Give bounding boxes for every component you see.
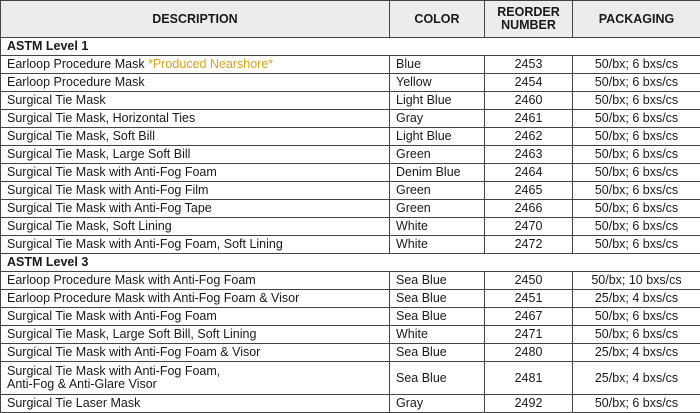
reorder-number-cell: 2450 bbox=[485, 272, 573, 290]
color-cell: White bbox=[390, 236, 485, 254]
table-row bbox=[1, 164, 700, 182]
table-row bbox=[1, 182, 700, 200]
table-row bbox=[1, 218, 700, 236]
table-row bbox=[1, 272, 700, 290]
description-cell bbox=[1, 362, 390, 395]
reorder-number-cell: 2480 bbox=[485, 344, 573, 362]
table-row bbox=[1, 74, 700, 92]
color-cell: Sea Blue bbox=[390, 308, 485, 326]
reorder-header-line2: NUMBER bbox=[501, 18, 556, 32]
reorder-number-cell: 2451 bbox=[485, 290, 573, 308]
packaging-cell: 50/bx; 6 bxs/cs bbox=[573, 128, 700, 146]
table-row bbox=[1, 92, 700, 110]
packaging-cell: 25/bx; 4 bxs/cs bbox=[573, 290, 700, 308]
color-header: COLOR bbox=[390, 1, 485, 38]
reorder-number-cell: 2467 bbox=[485, 308, 573, 326]
color-cell: Sea Blue bbox=[390, 272, 485, 290]
description-cell: Surgical Tie Mask bbox=[1, 92, 390, 110]
table-row bbox=[1, 362, 700, 395]
table-row bbox=[1, 290, 700, 308]
reorder-number-cell: 2481 bbox=[485, 362, 573, 395]
reorder-number-cell: 2471 bbox=[485, 326, 573, 344]
packaging-cell: 50/bx; 6 bxs/cs bbox=[573, 182, 700, 200]
color-cell: Gray bbox=[390, 110, 485, 128]
table-row bbox=[1, 326, 700, 344]
packaging-cell: 50/bx; 6 bxs/cs bbox=[573, 395, 700, 413]
color-cell: Blue bbox=[390, 56, 485, 74]
table-row bbox=[1, 200, 700, 218]
packaging-cell: 50/bx; 6 bxs/cs bbox=[573, 110, 700, 128]
reorder-number-cell: 2454 bbox=[485, 74, 573, 92]
packaging-cell: 50/bx; 6 bxs/cs bbox=[573, 218, 700, 236]
description-cell: Surgical Tie Mask, Horizontal Ties bbox=[1, 110, 390, 128]
description-cell: Surgical Tie Mask with Anti-Fog Tape bbox=[1, 200, 390, 218]
reorder-number-cell: 2470 bbox=[485, 218, 573, 236]
packaging-cell: 50/bx; 6 bxs/cs bbox=[573, 236, 700, 254]
table-row bbox=[1, 395, 700, 413]
packaging-cell: 50/bx; 6 bxs/cs bbox=[573, 326, 700, 344]
description-cell: Surgical Tie Mask with Anti-Fog Foam, Soft Lining bbox=[1, 236, 390, 254]
packaging-cell: 50/bx; 6 bxs/cs bbox=[573, 74, 700, 92]
color-cell: White bbox=[390, 218, 485, 236]
reorder-number-cell: 2462 bbox=[485, 128, 573, 146]
description-cell: Surgical Tie Mask, Large Soft Bill bbox=[1, 146, 390, 164]
packaging-cell: 50/bx; 10 bxs/cs bbox=[573, 272, 700, 290]
description-cell: Earloop Procedure Mask bbox=[1, 74, 390, 92]
packaging-cell: 50/bx; 6 bxs/cs bbox=[573, 56, 700, 74]
reorder-header-line1: REORDER bbox=[497, 5, 560, 19]
color-cell: Sea Blue bbox=[390, 290, 485, 308]
table-row bbox=[1, 146, 700, 164]
header-row bbox=[1, 1, 700, 38]
description-cell: Surgical Tie Mask, Soft Bill bbox=[1, 128, 390, 146]
reorder-number-cell: 2461 bbox=[485, 110, 573, 128]
section-row bbox=[1, 38, 700, 56]
color-cell: Denim Blue bbox=[390, 164, 485, 182]
description-cell bbox=[1, 56, 390, 74]
table-row bbox=[1, 56, 700, 74]
description-text: Earloop Procedure Mask bbox=[7, 57, 145, 71]
color-cell: Green bbox=[390, 200, 485, 218]
packaging-cell: 25/bx; 4 bxs/cs bbox=[573, 344, 700, 362]
nearshore-note: *Produced Nearshore* bbox=[148, 57, 273, 71]
table-row bbox=[1, 110, 700, 128]
reorder-number-cell: 2465 bbox=[485, 182, 573, 200]
color-cell: White bbox=[390, 326, 485, 344]
description-cell: Surgical Tie Mask with Anti-Fog Foam bbox=[1, 164, 390, 182]
packaging-cell: 50/bx; 6 bxs/cs bbox=[573, 92, 700, 110]
color-cell: Sea Blue bbox=[390, 362, 485, 395]
description-cell: Surgical Tie Laser Mask bbox=[1, 395, 390, 413]
section-title: ASTM Level 1 bbox=[1, 38, 700, 56]
description-cell: Earloop Procedure Mask with Anti-Fog Foam bbox=[1, 272, 390, 290]
description-cell: Surgical Tie Mask with Anti-Fog Foam & Visor bbox=[1, 344, 390, 362]
reorder-number-cell: 2472 bbox=[485, 236, 573, 254]
reorder-number-cell: 2463 bbox=[485, 146, 573, 164]
reorder-number-header bbox=[485, 1, 573, 38]
color-cell: Light Blue bbox=[390, 128, 485, 146]
reorder-number-cell: 2466 bbox=[485, 200, 573, 218]
description-cell: Surgical Tie Mask, Soft Lining bbox=[1, 218, 390, 236]
description-header: DESCRIPTION bbox=[1, 1, 390, 38]
packaging-cell: 25/bx; 4 bxs/cs bbox=[573, 362, 700, 395]
reorder-number-cell: 2492 bbox=[485, 395, 573, 413]
description-line1: Surgical Tie Mask with Anti-Fog Foam, bbox=[7, 364, 220, 378]
color-cell: Green bbox=[390, 182, 485, 200]
packaging-cell: 50/bx; 6 bxs/cs bbox=[573, 146, 700, 164]
table-row bbox=[1, 128, 700, 146]
description-cell: Surgical Tie Mask, Large Soft Bill, Soft Lining bbox=[1, 326, 390, 344]
section-row bbox=[1, 254, 700, 272]
color-cell: Sea Blue bbox=[390, 344, 485, 362]
description-cell: Earloop Procedure Mask with Anti-Fog Foam & Visor bbox=[1, 290, 390, 308]
packaging-header: PACKAGING bbox=[573, 1, 700, 38]
table-row bbox=[1, 308, 700, 326]
description-cell: Surgical Tie Mask with Anti-Fog Foam bbox=[1, 308, 390, 326]
color-cell: Green bbox=[390, 146, 485, 164]
packaging-cell: 50/bx; 6 bxs/cs bbox=[573, 200, 700, 218]
reorder-number-cell: 2453 bbox=[485, 56, 573, 74]
reorder-number-cell: 2464 bbox=[485, 164, 573, 182]
section-title: ASTM Level 3 bbox=[1, 254, 700, 272]
description-cell: Surgical Tie Mask with Anti-Fog Film bbox=[1, 182, 390, 200]
color-cell: Gray bbox=[390, 395, 485, 413]
table-row bbox=[1, 236, 700, 254]
table-row bbox=[1, 344, 700, 362]
reorder-number-cell: 2460 bbox=[485, 92, 573, 110]
description-line2: Anti-Fog & Anti-Glare Visor bbox=[7, 377, 157, 391]
packaging-cell: 50/bx; 6 bxs/cs bbox=[573, 164, 700, 182]
packaging-cell: 50/bx; 6 bxs/cs bbox=[573, 308, 700, 326]
color-cell: Yellow bbox=[390, 74, 485, 92]
color-cell: Light Blue bbox=[390, 92, 485, 110]
